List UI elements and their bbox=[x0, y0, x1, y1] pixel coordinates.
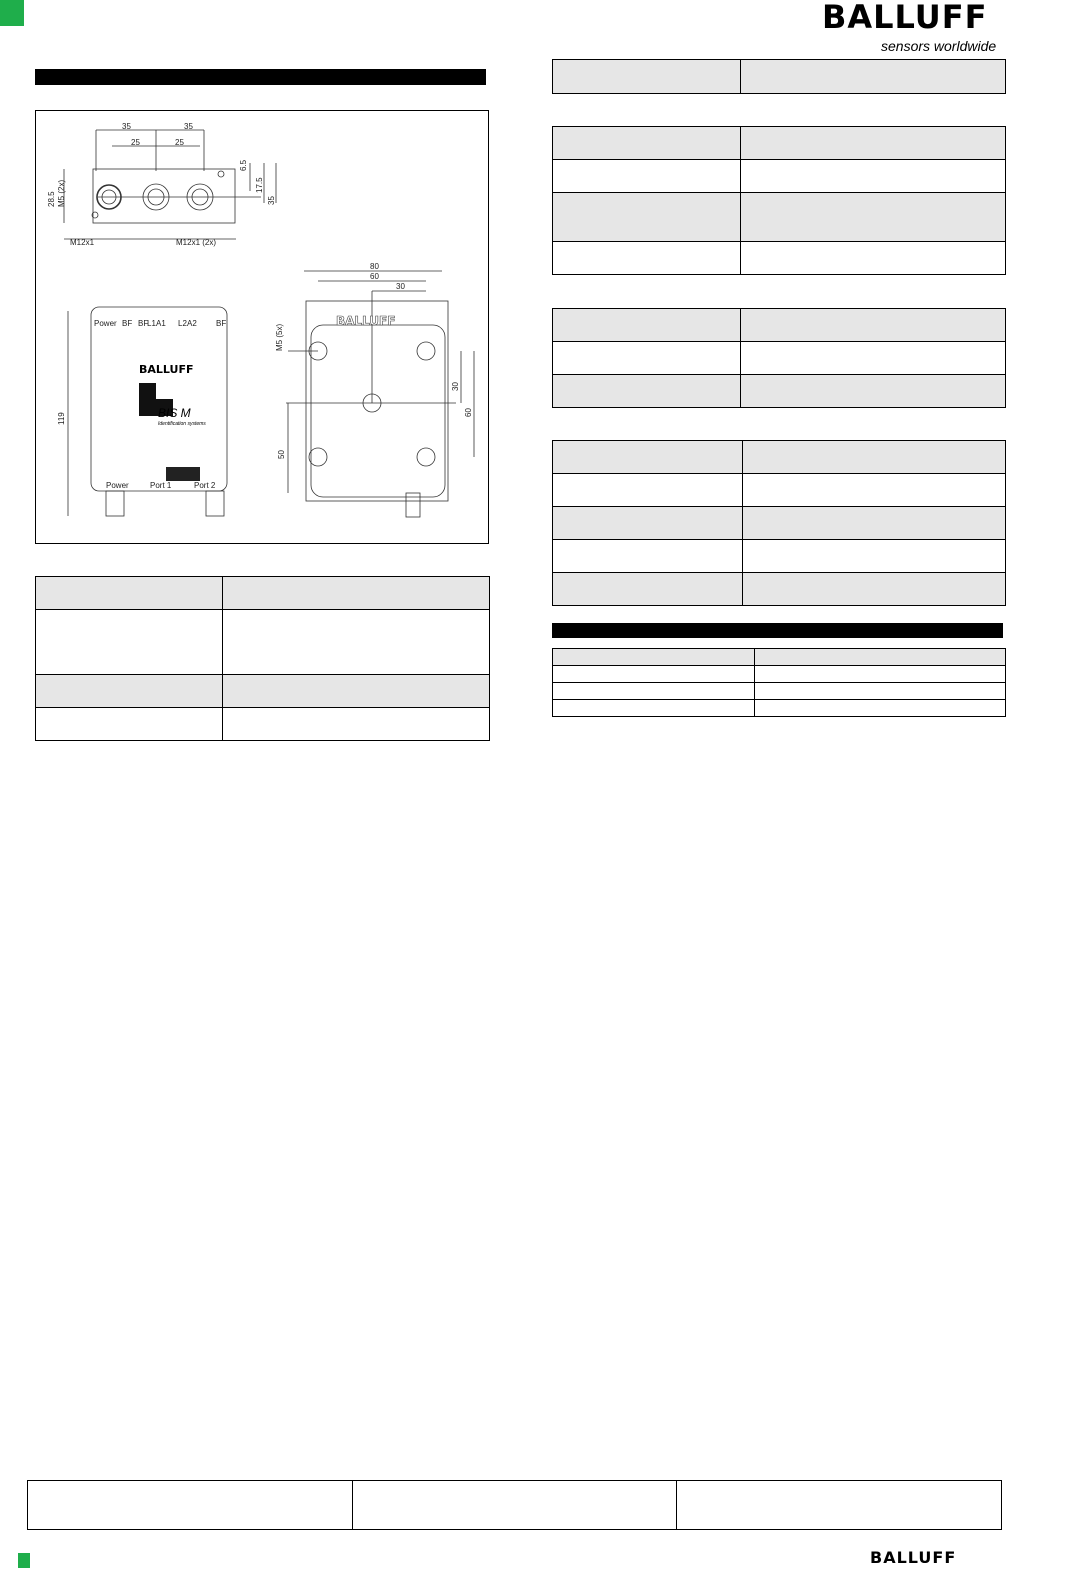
section-header-bar-left bbox=[35, 69, 486, 85]
dim-text: 80 bbox=[370, 262, 379, 271]
table-cell bbox=[553, 242, 741, 275]
dim-text: 35 bbox=[267, 196, 276, 205]
left-spec-table bbox=[35, 576, 490, 741]
back-hole-bl bbox=[309, 448, 327, 466]
table-row bbox=[553, 342, 1006, 375]
footer-cell-2 bbox=[353, 1481, 678, 1529]
dim-text: 28.5 bbox=[47, 191, 56, 207]
table-row bbox=[553, 573, 1006, 606]
port-label: Power bbox=[106, 481, 129, 490]
dimension-drawing-svg bbox=[36, 111, 488, 543]
table-cell bbox=[36, 708, 223, 741]
table-row bbox=[553, 193, 1006, 242]
table-cell bbox=[741, 375, 1006, 408]
dim-text: M12x1 (2x) bbox=[176, 238, 217, 247]
port-label: Port 1 bbox=[150, 481, 172, 490]
table-cell bbox=[741, 127, 1006, 160]
table-cell bbox=[553, 507, 743, 540]
table-cell bbox=[553, 60, 741, 94]
back-view-body bbox=[311, 325, 445, 497]
right-table-2 bbox=[552, 126, 1006, 275]
table-cell bbox=[553, 700, 755, 717]
table-cell bbox=[553, 127, 741, 160]
right-table-3 bbox=[552, 308, 1006, 408]
footer-logo: BALLUFF bbox=[870, 1548, 957, 1567]
table-cell bbox=[743, 540, 1006, 573]
table-cell bbox=[755, 649, 1006, 666]
table-cell bbox=[553, 309, 741, 342]
back-brand: BALLUFF bbox=[336, 314, 396, 328]
back-hole-tr bbox=[417, 342, 435, 360]
table-cell bbox=[553, 573, 743, 606]
dimension-drawing bbox=[35, 110, 489, 544]
right-table-1 bbox=[552, 59, 1006, 94]
table-cell bbox=[553, 474, 743, 507]
table-row bbox=[553, 441, 1006, 474]
table-cell bbox=[36, 610, 223, 675]
led-label: A1 bbox=[156, 319, 166, 328]
dim-text: 60 bbox=[370, 272, 379, 281]
brand-logo: BALLUFF bbox=[822, 0, 988, 36]
led-label: BF bbox=[122, 319, 133, 328]
table-cell bbox=[741, 60, 1006, 94]
led-strip bbox=[166, 467, 200, 481]
front-product: BIS M bbox=[158, 406, 191, 420]
footer-box bbox=[27, 1480, 1002, 1530]
table-cell bbox=[755, 683, 1006, 700]
back-view-outline bbox=[306, 301, 448, 501]
corner-mark-bottom bbox=[18, 1553, 30, 1568]
front-power-stub bbox=[106, 491, 124, 516]
dim-text: 30 bbox=[396, 282, 405, 291]
table-cell bbox=[553, 375, 741, 408]
table-cell bbox=[36, 577, 223, 610]
back-hole-br bbox=[417, 448, 435, 466]
table-cell bbox=[223, 577, 490, 610]
port-label: Port 2 bbox=[194, 481, 216, 490]
table-row bbox=[553, 309, 1006, 342]
table-cell bbox=[553, 342, 741, 375]
dim-text: 119 bbox=[57, 412, 66, 425]
corner-mark-top bbox=[0, 0, 24, 26]
dim-text: 17.5 bbox=[255, 177, 264, 193]
table-row bbox=[553, 242, 1006, 275]
table-cell bbox=[223, 708, 490, 741]
table-row bbox=[553, 540, 1006, 573]
table-cell bbox=[36, 675, 223, 708]
dim-text: 35 bbox=[184, 122, 193, 131]
table-cell bbox=[553, 540, 743, 573]
table-row bbox=[553, 507, 1006, 540]
table-row bbox=[553, 700, 1006, 717]
section-header-bar-right bbox=[552, 623, 1003, 638]
dim-text: 25 bbox=[175, 138, 184, 147]
dim-text: 35 bbox=[122, 122, 131, 131]
bis-logo-cut bbox=[156, 383, 173, 399]
mount-hole-right bbox=[218, 171, 224, 177]
table-cell bbox=[741, 193, 1006, 242]
table-cell bbox=[741, 160, 1006, 193]
footer-cell-3 bbox=[677, 1481, 1001, 1529]
right-table-4 bbox=[552, 440, 1006, 606]
table-row bbox=[553, 474, 1006, 507]
table-row bbox=[36, 610, 490, 675]
table-row bbox=[553, 60, 1006, 94]
footer-cell-1 bbox=[28, 1481, 353, 1529]
table-cell bbox=[743, 573, 1006, 606]
dim-text: 6.5 bbox=[239, 159, 248, 171]
brand-tagline: sensors worldwide bbox=[881, 38, 997, 54]
led-label: L1 bbox=[147, 319, 156, 328]
dim-text: M12x1 bbox=[70, 238, 95, 247]
table-cell bbox=[553, 441, 743, 474]
table-cell bbox=[755, 666, 1006, 683]
table-cell bbox=[553, 193, 741, 242]
table-row bbox=[553, 127, 1006, 160]
dim-text: 30 bbox=[451, 382, 460, 391]
front-product-sub: Identification systems bbox=[158, 421, 206, 427]
table-row bbox=[553, 160, 1006, 193]
table-row bbox=[553, 375, 1006, 408]
table-cell bbox=[755, 700, 1006, 717]
dim-text: 25 bbox=[131, 138, 140, 147]
table-cell bbox=[553, 160, 741, 193]
led-label: BF bbox=[216, 319, 227, 328]
table-cell bbox=[741, 242, 1006, 275]
front-brand: BALLUFF bbox=[139, 363, 194, 376]
table-row bbox=[553, 649, 1006, 666]
table-row bbox=[36, 577, 490, 610]
dim-text: 60 bbox=[464, 408, 473, 417]
dim-text: M5 (5x) bbox=[275, 323, 284, 351]
led-label: L2 bbox=[178, 319, 187, 328]
led-label: A2 bbox=[187, 319, 197, 328]
led-label: Power bbox=[94, 319, 117, 328]
dim-text: M5 (2x) bbox=[57, 179, 66, 207]
dim-text: 50 bbox=[277, 450, 286, 459]
table-cell bbox=[741, 309, 1006, 342]
table-cell bbox=[553, 649, 755, 666]
table-cell bbox=[223, 675, 490, 708]
table-cell bbox=[743, 474, 1006, 507]
led-label: BF bbox=[138, 319, 149, 328]
table-row bbox=[36, 675, 490, 708]
table-cell bbox=[553, 666, 755, 683]
table-cell bbox=[741, 342, 1006, 375]
table-row bbox=[553, 683, 1006, 700]
table-row bbox=[553, 666, 1006, 683]
right-table-5 bbox=[552, 648, 1006, 717]
table-cell bbox=[553, 683, 755, 700]
table-cell bbox=[743, 507, 1006, 540]
front-port-stub bbox=[206, 491, 224, 516]
table-cell bbox=[223, 610, 490, 675]
table-cell bbox=[743, 441, 1006, 474]
table-row bbox=[36, 708, 490, 741]
